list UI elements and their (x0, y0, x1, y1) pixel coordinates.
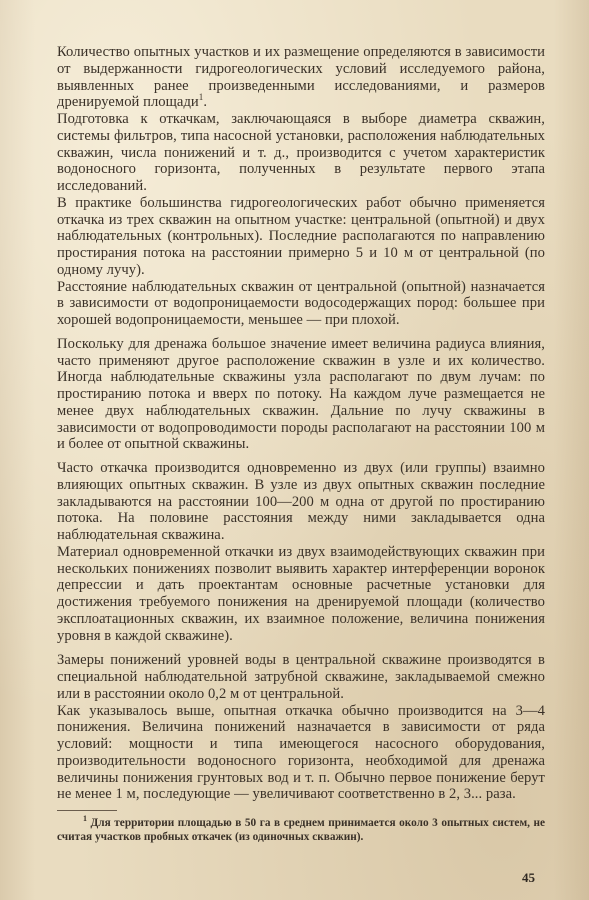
paragraph-8: Замеры понижений уровней воды в центральной скважине производятся в специальной наблюдательной затрубной скважине, закладываемой смежно или в расстоянии около 0,2 м от центральной. (57, 652, 545, 702)
footnote-divider (57, 810, 117, 811)
footnote-reference: 1 (198, 92, 204, 103)
footnote-text: Для территории площадью в 50 га в среднем принимается около 3 опытных систем, не считая участков пробных откачек (из одиночных скважин). (57, 817, 545, 843)
footnote (57, 814, 545, 844)
paragraph-1 (57, 44, 545, 111)
paragraph-4: Расстояние наблюдательных скважин от центральной (опытной) назначается в зависимости от водопроницаемости водосодержащих пород: большее при хорошей водопроницаемости, меньшее — при плохой. (57, 278, 545, 328)
footnote-number: 1 (83, 814, 87, 824)
paragraph-3: В практике большинства гидрогеологических работ обычно применяется откачка из трех скважин на опытном участке: центральной (опытной) и двух наблюдательных (контрольных). Последние располагаются по направлению простирания потока на расстоянии примерно 5 и 10 м от центральной (по одному лучу). (57, 194, 545, 278)
paragraph-1-end: . (203, 94, 208, 111)
paragraph-7: Материал одновременной откачки из двух взаимодействующих скважин при нескольких понижениях позволит выявить характер интерференции воронок депрессии и дать проектантам основные расчетные установки для достижения требуемого понижения на дренируемой площади (количество эксплоатационных скважин, их взаимное положение, величина понижения уровня в каждой скважине). (57, 543, 545, 644)
document-page (57, 44, 545, 894)
paragraph-9: Как указывалось выше, опытная откачка обычно производится на 3—4 понижения. Величина понижений назначается в зависимости от ряда условий: мощности и типа имеющегося насосного оборудования, производительности водоносного горизонта, необходимой для дренажа величины понижения грунтовых вод и т. п. Обычно первое понижение берут не менее 1 м, последующие — увеличивают соответственно в 2, 3... раза. (57, 702, 545, 803)
paragraph-2: Подготовка к откачкам, заключающаяся в выборе диаметра скважин, системы фильтров, типа насосной установки, расположения наблюдательных скважин, числа понижений и т. д., производится с учетом характеристик водоносного горизонта, полученных в результате первого этапа исследований. (57, 111, 545, 194)
paragraph-5: Поскольку для дренажа большое значение имеет величина радиуса влияния, часто применяют другое расположение скважин в узле и их количество. Иногда наблюдательные скважины узла располагают по двум лучам: по простиранию потока и вверх по потоку. На каждом луче размещается не менее двух наблюдательных скважин. Дальние по лучу скважины в зависимости от водопроводимости породы располагают на расстоянии 100 м и более от опытной скважины. (57, 335, 545, 453)
page-number: 45 (522, 870, 535, 885)
paragraph-6: Часто откачка производится одновременно из двух (или группы) взаимно влияющих опытных скважин. В узле из двух опытных скважин последние закладываются на расстоянии 100—200 м одна от другой по простиранию потока. На половине расстояния между ними закладывается одна наблюдательная скважина. (57, 460, 545, 543)
paragraph-1-text: Количество опытных участков и их размещение определяются в зависимости от выдержанности гидрогеологических условий исследуемого района, выявленных ранее произведенными исследованиями, и размеров дренируемой площади (57, 44, 545, 111)
